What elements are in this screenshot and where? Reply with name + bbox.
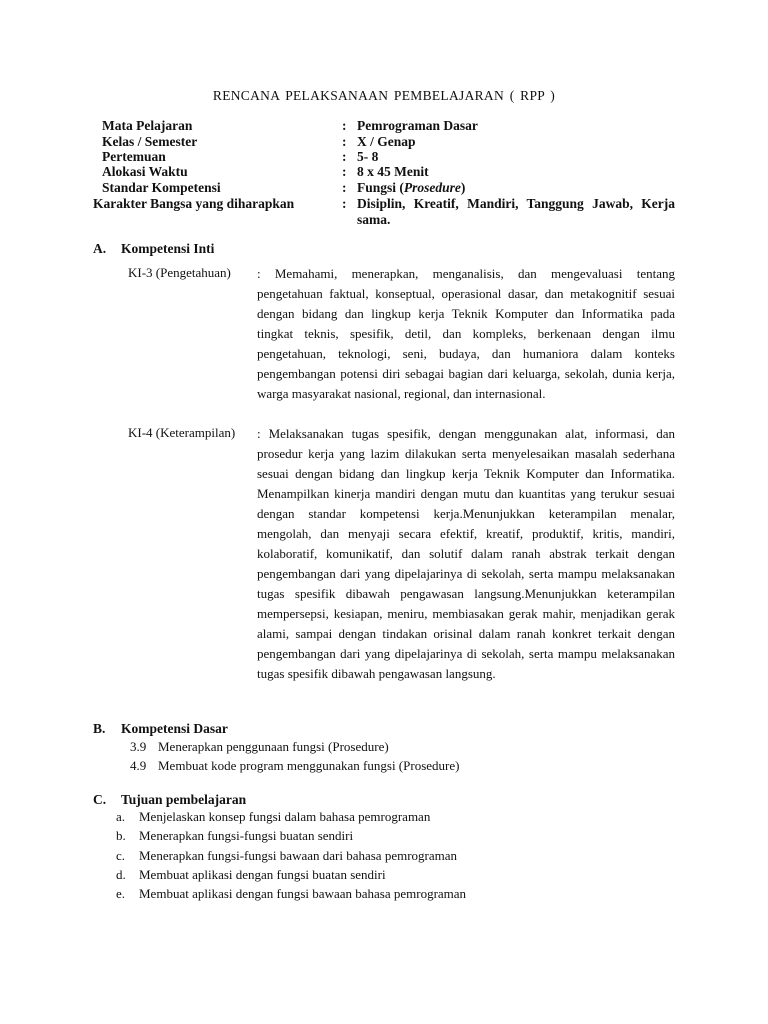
ki3-text: : Memahami, menerapkan, menganalisis, dan mengevaluasi tentang pengetahuan faktual, konseptual, operasional dasar, dan metakognitif sesuai dengan bidang dan lingkup kerja Teknik Komputer dan Informatika pada tingkat teknis, spesifik, detil, dan kompleks, berkenaan dengan ilmu pengetahuan, teknologi, seni, budaya, dan humaniora dalam konteks pengembangan potensi diri sebagai bagian dari keluarga, sekolah, dunia kerja, warga masyarakat nasional, regional, dan internasional. (257, 266, 675, 401)
identity-colon: : (342, 118, 347, 133)
objective-text: Menjelaskan konsep fungsi dalam bahasa pemrograman (139, 809, 431, 824)
section-c-heading (93, 792, 246, 808)
identity-colon: : (342, 196, 347, 211)
section-letter: B. (93, 721, 106, 736)
objective-letter: d. (116, 867, 126, 882)
objective-item (116, 848, 457, 864)
identity-label: Mata Pelajaran (102, 118, 193, 133)
kd-item (130, 739, 389, 755)
section-b-heading (93, 721, 228, 737)
objective-letter: e. (116, 886, 126, 901)
identity-value: 8 x 45 Menit (357, 164, 429, 179)
section-title: Kompetensi Inti (121, 241, 215, 256)
objective-letter: c. (116, 848, 126, 863)
objective-item (116, 867, 386, 883)
identity-colon: : (342, 164, 347, 179)
identity-value: 5- 8 (357, 149, 379, 164)
objective-item (116, 828, 353, 844)
identity-value-pre: Fungsi ( (357, 180, 404, 195)
identity-colon: : (342, 149, 347, 164)
ki4-label: KI-4 (Keterampilan) (128, 425, 236, 440)
section-letter: A. (93, 241, 107, 256)
identity-value: Disiplin, Kreatif, Mandiri, Tanggung Jawab, Kerja sama. (357, 196, 675, 227)
identity-value: Pemrograman Dasar (357, 118, 478, 133)
objective-text: Membuat aplikasi dengan fungsi bawaan bahasa pemrograman (139, 886, 467, 901)
section-letter: C. (93, 792, 107, 807)
identity-colon: : (342, 134, 347, 149)
identity-label: Karakter Bangsa yang diharapkan (93, 196, 295, 211)
identity-value-post: ) (460, 180, 466, 195)
section-title: Kompetensi Dasar (121, 721, 228, 736)
objective-letter: b. (116, 828, 126, 843)
ki3-label: KI-3 (Pengetahuan) (128, 265, 231, 280)
kd-number: 3.9 (130, 739, 147, 754)
kd-text: Menerapkan penggunaan fungsi (Prosedure) (158, 739, 389, 754)
kd-number: 4.9 (130, 758, 147, 773)
identity-colon: : (342, 180, 347, 195)
objective-text: Menerapkan fungsi-fungsi buatan sendiri (139, 828, 354, 843)
identity-value (357, 180, 675, 196)
identity-label: Pertemuan (102, 149, 166, 164)
section-a-heading (93, 241, 214, 257)
objective-text: Membuat aplikasi dengan fungsi buatan sendiri (139, 867, 386, 882)
objective-text: Menerapkan fungsi-fungsi bawaan dari bahasa pemrograman (139, 848, 458, 863)
identity-value-emphasis: Prosedure (403, 180, 461, 195)
section-title: Tujuan pembelajaran (121, 792, 247, 807)
identity-label: Alokasi Waktu (102, 164, 188, 179)
identity-value: X / Genap (357, 134, 416, 149)
identity-label: Standar Kompetensi (102, 180, 221, 195)
kd-text: Membuat kode program menggunakan fungsi (Prosedure) (158, 758, 460, 773)
objective-letter: a. (116, 809, 126, 824)
objective-item (116, 886, 466, 902)
document-title: RENCANA PELAKSANAAN PEMBELAJARAN ( RPP ) (212, 88, 556, 103)
identity-label: Kelas / Semester (102, 134, 198, 149)
kd-item (130, 758, 459, 774)
objective-item (116, 809, 430, 825)
ki4-text: : Melaksanakan tugas spesifik, dengan menggunakan alat, informasi, dan prosedur kerja yang lazim dilakukan serta menyelesaikan masalah sederhana sesuai dengan bidang dan lingkup kerja Teknik Komputer dan Informatika. Menampilkan kinerja mandiri dengan mutu dan kuantitas yang terukur sesuai dengan standar kompetensi kerja.Menunjukkan keterampilan menalar, mengolah, dan menyaji secara efektif, kreatif, produktif, kritis, mandiri, kolaboratif, komunikatif, dan solutif dalam ranah abstrak terkait dengan pengembangan dari yang dipelajarinya di sekolah, serta mampu melaksanakan tugas spesifik dibawah pengawasan langsung.Menunjukkan keterampilan mempersepsi, kesiapan, meniru, membiasakan gerak mahir, menjadikan gerak alami, sampai dengan tindakan orisinal dalam ranah konkret terkait dengan pengembangan dari yang dipelajarinya di sekolah, serta mampu melaksanakan tugas spesifik dibawah pengawasan langsung. (257, 426, 675, 681)
